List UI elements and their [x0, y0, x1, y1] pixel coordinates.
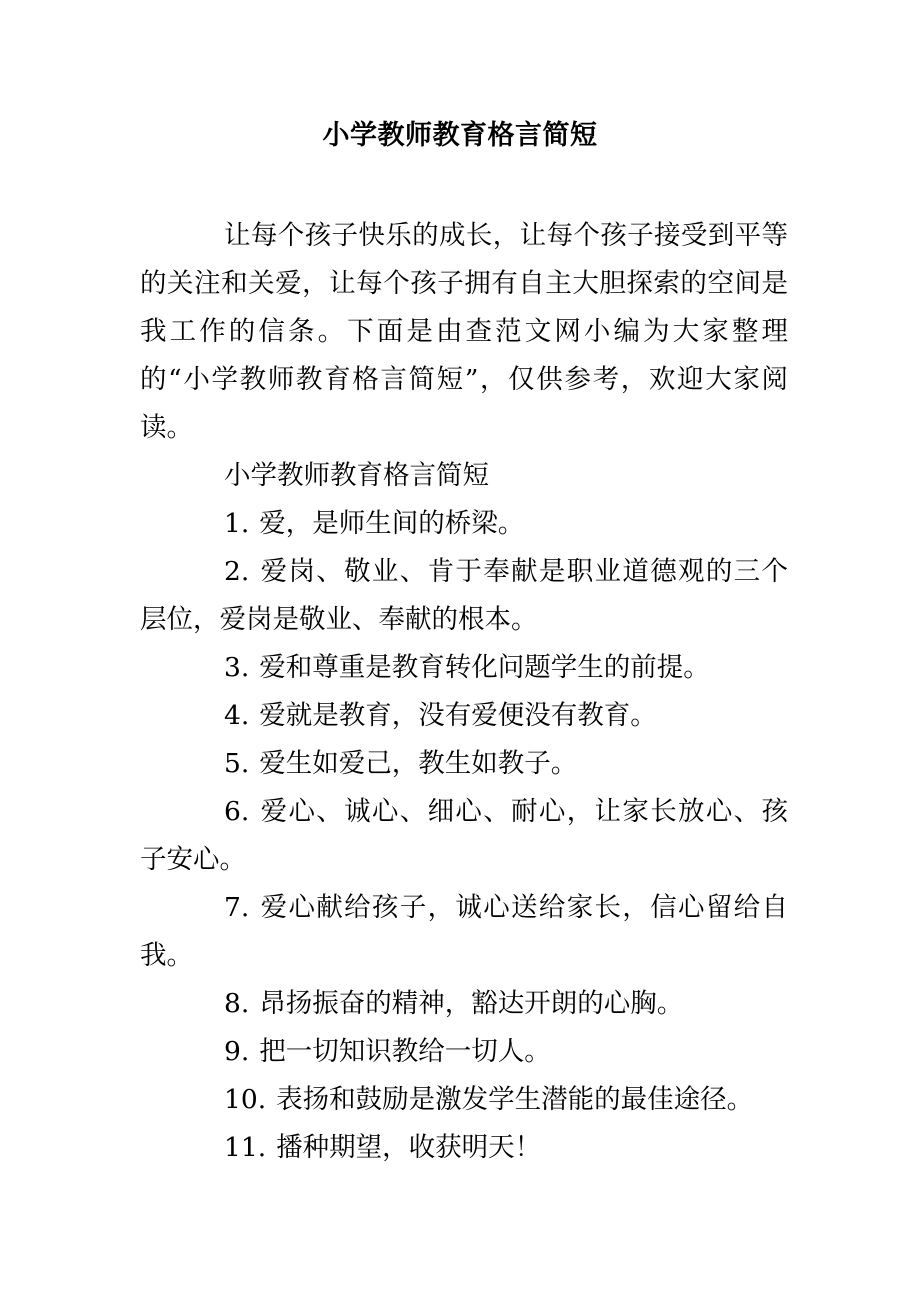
item-number: 4.	[224, 700, 250, 731]
page-title: 小学教师教育格言简短	[322, 120, 598, 151]
item-number: 6.	[224, 796, 250, 827]
item-text: 播种期望，收获明天！	[276, 1132, 542, 1163]
item-text: 昂扬振奋的精神，豁达开朗的心胸。	[259, 988, 684, 1019]
item-number: 2.	[224, 556, 250, 587]
intro-paragraph: 让每个孩子快乐的成长，让每个孩子接受到平等的关注和关爱，让每个孩子拥有自主大胆探索的空间是我工作的信条。下面是由查范文网小编为大家整理的“小学教师教育格言简短”，仅供参考，欢迎大家阅读。	[140, 220, 788, 443]
list-item	[140, 548, 788, 644]
item-text: 爱和尊重是教育转化问题学生的前提。	[259, 652, 710, 683]
list-item	[140, 644, 788, 692]
item-text: 爱心献给孩子，诚心送给家长，信心留给自我。	[140, 892, 788, 971]
list-item	[140, 500, 788, 548]
item-number: 7.	[224, 892, 250, 923]
item-text: 表扬和鼓励是激发学生潜能的最佳途径。	[276, 1084, 754, 1115]
list-item	[140, 1076, 788, 1124]
list-item	[140, 884, 788, 980]
item-text: 爱心、诚心、细心、耐心，让家长放心、孩子安心。	[140, 796, 788, 875]
document-body	[140, 212, 788, 1172]
item-text: 爱岗、敬业、肯于奉献是职业道德观的三个层位，爱岗是敬业、奉献的根本。	[140, 556, 788, 635]
list-item	[140, 740, 788, 788]
item-number: 3.	[224, 652, 250, 683]
subheading: 小学教师教育格言简短	[224, 460, 489, 491]
item-text: 爱就是教育，没有爱便没有教育。	[259, 700, 657, 731]
item-text: 把一切知识教给一切人。	[259, 1036, 551, 1067]
item-number: 5.	[224, 748, 250, 779]
item-number: 10.	[224, 1084, 267, 1115]
list-item	[140, 788, 788, 884]
item-text: 爱，是师生间的桥梁。	[259, 508, 525, 539]
list-item	[140, 1028, 788, 1076]
item-number: 9.	[224, 1036, 250, 1067]
list-item	[140, 692, 788, 740]
item-number: 1.	[224, 508, 250, 539]
item-number: 11.	[224, 1132, 267, 1163]
list-item	[140, 1124, 788, 1172]
item-text: 爱生如爱己，教生如教子。	[259, 748, 578, 779]
list-item	[140, 980, 788, 1028]
item-number: 8.	[224, 988, 250, 1019]
